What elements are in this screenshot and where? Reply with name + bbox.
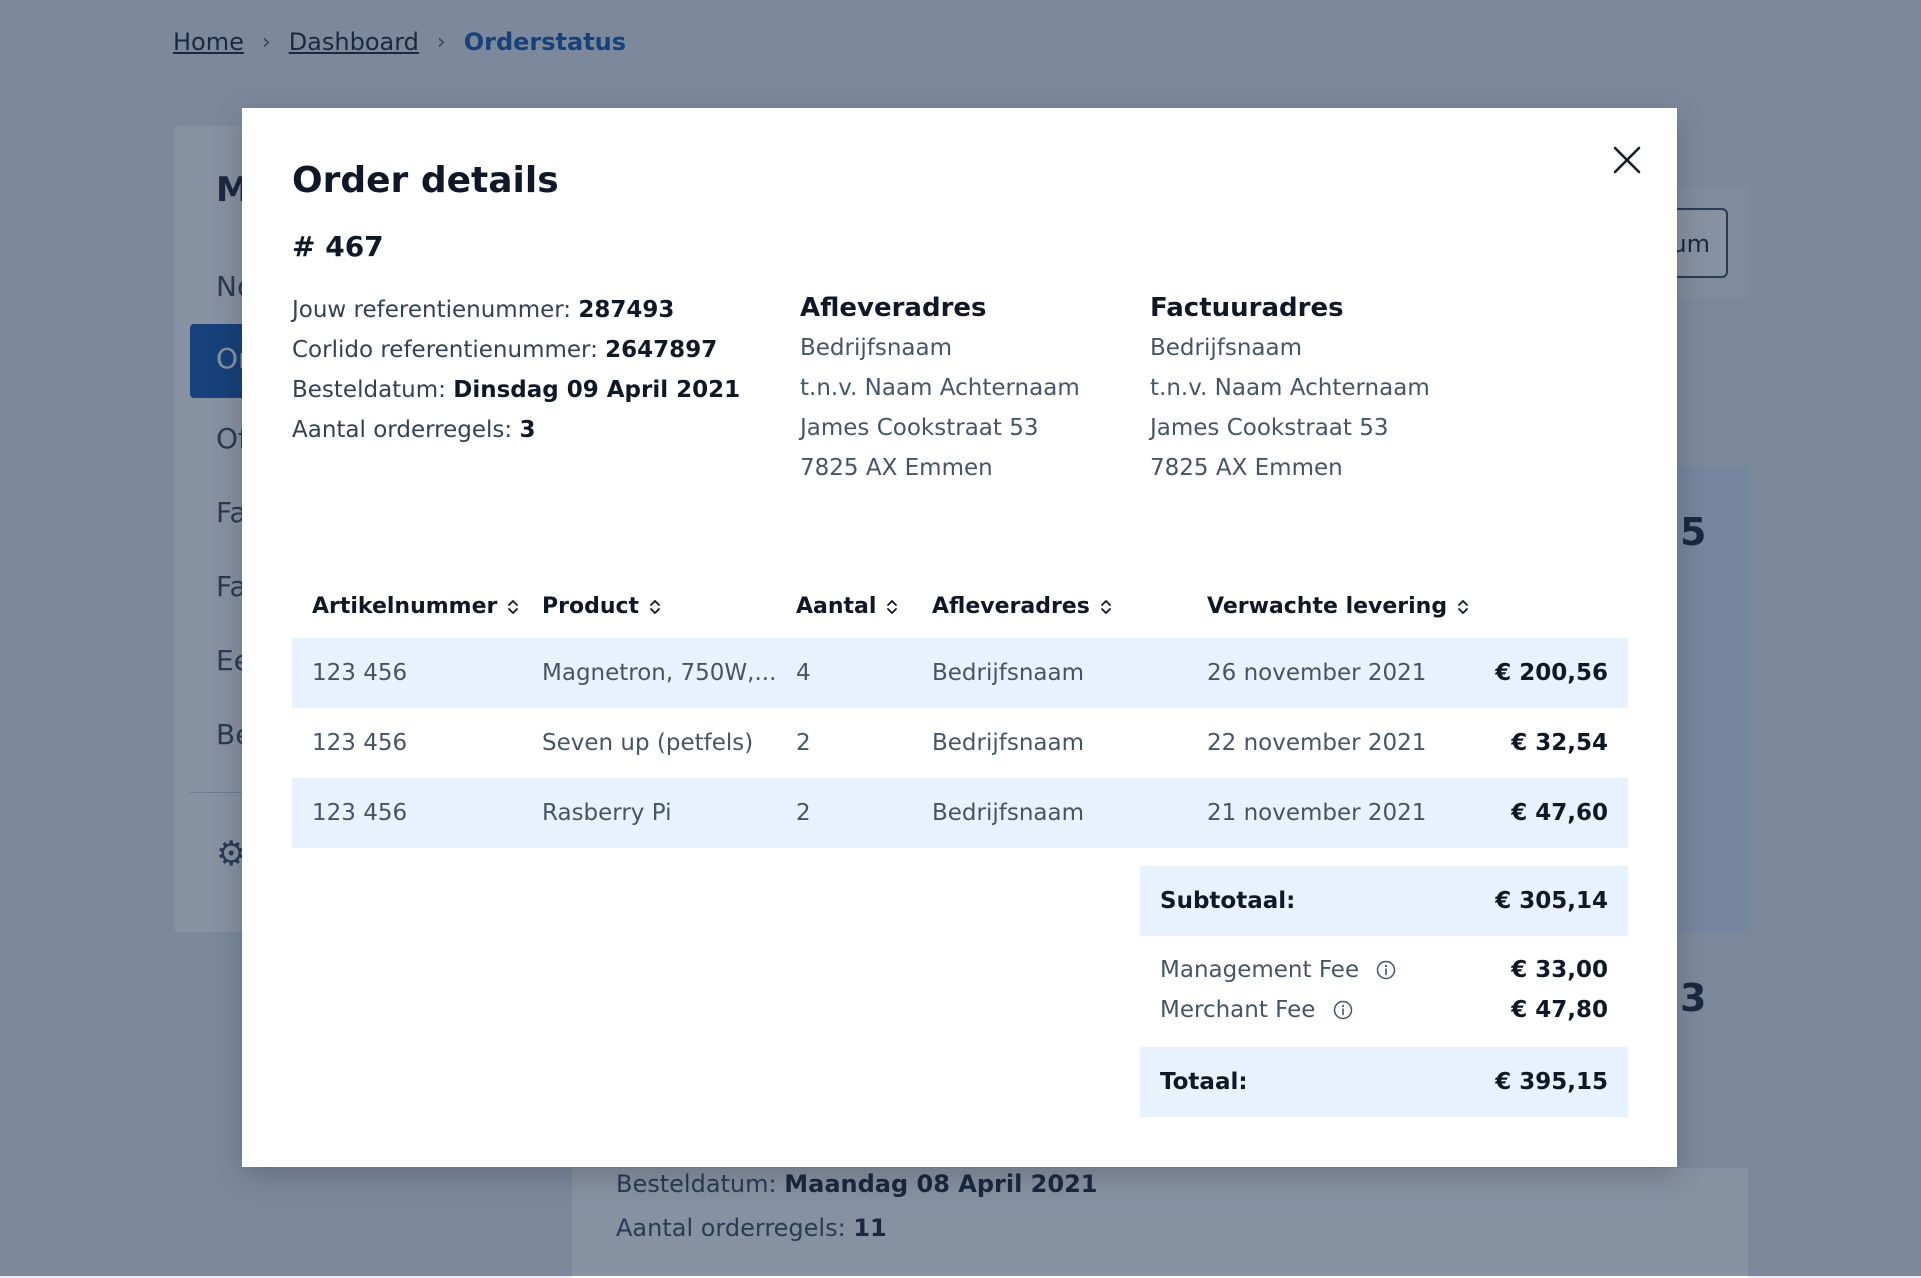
management-fee-value: € 33,00 [1511, 957, 1608, 983]
sort-icon [886, 597, 898, 617]
table-row [292, 778, 1628, 848]
table-header [292, 572, 1628, 638]
cell-address: Bedrijfsnaam [932, 730, 1085, 756]
cell-address: Bedrijfsnaam [932, 660, 1085, 686]
date-label: Besteldatum: [292, 377, 446, 403]
subtotal-label: Subtotaal: [1160, 888, 1296, 914]
sort-icon [1457, 597, 1469, 617]
corlido-label: Corlido referentienummer: [292, 337, 598, 363]
cell-qty: 4 [796, 660, 811, 686]
cell-address: Bedrijfsnaam [932, 800, 1085, 826]
address-line: Bedrijfsnaam [800, 335, 953, 361]
address-line: t.n.v. Naam Achternaam [800, 375, 1080, 401]
merchant-fee-value: € 47,80 [1511, 997, 1608, 1023]
corlido-number [292, 330, 740, 370]
info-icon[interactable] [1376, 960, 1396, 980]
lines-value: 3 [519, 417, 536, 443]
cell-delivery: 21 november 2021 [1207, 800, 1427, 826]
corlido-value: 2647897 [605, 337, 718, 363]
order-number: # 467 [292, 230, 384, 263]
cell-price: € 32,54 [1511, 730, 1608, 756]
order-date [292, 370, 740, 410]
cell-qty: 2 [796, 800, 811, 826]
cell-price: € 47,60 [1511, 800, 1608, 826]
date-value: Dinsdag 09 April 2021 [453, 377, 741, 403]
address-line: 7825 AX Emmen [800, 455, 993, 481]
cell-product: Magnetron, 750W,... [542, 660, 777, 686]
fees [1140, 936, 1628, 1047]
management-fee-row [1160, 950, 1608, 990]
column-header-artikelnummer[interactable] [312, 594, 519, 619]
close-button[interactable] [1607, 140, 1647, 180]
sort-icon [1100, 597, 1112, 617]
total-row [1140, 1047, 1628, 1117]
column-header-label: Artikelnummer [312, 594, 498, 619]
address-line: James Cookstraat 53 [800, 415, 1039, 441]
cell-delivery: 26 november 2021 [1207, 660, 1427, 686]
table-row [292, 708, 1628, 778]
subtotal-value: € 305,14 [1495, 888, 1608, 914]
close-icon [1607, 140, 1647, 180]
column-header-label: Aantal [796, 594, 877, 619]
sort-icon [507, 597, 519, 617]
cell-price: € 200,56 [1495, 660, 1608, 686]
column-header-product[interactable] [542, 594, 661, 619]
column-header-label: Product [542, 594, 640, 619]
cell-delivery: 22 november 2021 [1207, 730, 1427, 756]
merchant-fee-label: Merchant Fee [1160, 997, 1316, 1023]
management-fee-label: Management Fee [1160, 957, 1360, 983]
column-header-label: Afleveradres [932, 594, 1090, 619]
ref-value: 287493 [578, 297, 675, 323]
order-lines-table [292, 572, 1628, 848]
column-header-afleveradres[interactable] [932, 594, 1112, 619]
address-line: Bedrijfsnaam [1150, 335, 1303, 361]
delivery-address [800, 288, 1080, 488]
order-lines-count [292, 410, 740, 450]
column-header-label: Verwachte levering [1207, 594, 1448, 619]
column-header-verwachte-levering[interactable] [1207, 594, 1469, 619]
cell-product: Seven up (petfels) [542, 730, 754, 756]
table-row [292, 638, 1628, 708]
total-label: Totaal: [1160, 1069, 1248, 1095]
column-header-aantal[interactable] [796, 594, 898, 619]
modal-title: Order details [292, 160, 559, 201]
cell-product: Rasberry Pi [542, 800, 672, 826]
order-info [292, 290, 740, 450]
cell-article: 123 456 [312, 800, 408, 826]
order-details-modal [242, 108, 1677, 1167]
lines-label: Aantal orderregels: [292, 417, 513, 443]
ref-label: Jouw referentienummer: [292, 297, 572, 323]
delivery-address-heading: Afleveradres [800, 293, 987, 323]
merchant-fee-row [1160, 990, 1608, 1030]
address-line: 7825 AX Emmen [1150, 455, 1343, 481]
cell-article: 123 456 [312, 730, 408, 756]
address-line: James Cookstraat 53 [1150, 415, 1389, 441]
cell-qty: 2 [796, 730, 811, 756]
ref-number [292, 290, 740, 330]
invoice-address-heading: Factuuradres [1150, 293, 1344, 323]
sort-icon [649, 597, 661, 617]
cell-article: 123 456 [312, 660, 408, 686]
order-totals [1140, 866, 1628, 1117]
info-icon[interactable] [1333, 1000, 1353, 1020]
subtotal-row [1140, 866, 1628, 936]
address-line: t.n.v. Naam Achternaam [1150, 375, 1430, 401]
total-value: € 395,15 [1495, 1069, 1608, 1095]
invoice-address [1150, 288, 1430, 488]
